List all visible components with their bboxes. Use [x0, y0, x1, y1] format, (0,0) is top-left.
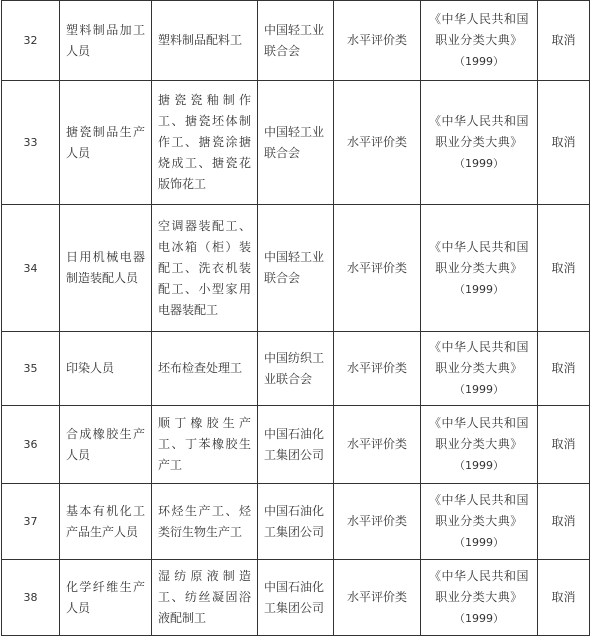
status-cell: 取消	[538, 560, 590, 636]
status-cell: 取消	[538, 1, 590, 81]
source-line-2: 职业分类大典》	[435, 590, 523, 604]
implementing-org: 中国轻工业联合会	[258, 81, 334, 205]
source-year: （1999）	[454, 536, 504, 549]
source-line-2: 职业分类大典》	[435, 437, 523, 451]
source-year: （1999）	[454, 383, 504, 396]
source-line-2: 职业分类大典》	[435, 361, 523, 375]
source-reference	[421, 484, 538, 560]
implementing-org: 中国纺织工业联合会	[258, 332, 334, 406]
evaluation-type: 水平评价类	[334, 332, 421, 406]
source-reference	[421, 560, 538, 636]
implementing-org: 中国石油化工集团公司	[258, 560, 334, 636]
source-line-1: 《中华人民共和国	[429, 416, 530, 430]
row-number: 38	[2, 560, 60, 636]
source-line-1: 《中华人民共和国	[429, 12, 530, 26]
implementing-org: 中国轻工业联合会	[258, 205, 334, 332]
source-reference	[421, 332, 538, 406]
status-cell: 取消	[538, 484, 590, 560]
table-row	[2, 1, 590, 81]
table-row	[2, 406, 590, 484]
source-line-1: 《中华人民共和国	[429, 239, 530, 254]
row-number: 36	[2, 406, 60, 484]
source-line-2: 职业分类大典》	[435, 33, 523, 47]
job-titles: 搪瓷瓷釉制作工、搪瓷坯体制作工、搪瓷涂搪烧成工、搪瓷花版饰花工	[152, 81, 258, 205]
occupation-name: 基本有机化工产品生产人员	[60, 484, 152, 560]
evaluation-type: 水平评价类	[334, 81, 421, 205]
table-row	[2, 205, 590, 332]
job-titles: 环烃生产工、烃类衍生物生产工	[152, 484, 258, 560]
job-titles: 顺丁橡胶生产工、丁苯橡胶生产工	[152, 406, 258, 484]
source-year: （1999）	[454, 157, 504, 170]
row-number: 34	[2, 205, 60, 332]
occupation-name: 化学纤维生产人员	[60, 560, 152, 636]
source-line-2: 职业分类大典》	[435, 135, 523, 149]
job-titles: 湿纺原液制造工、纺丝凝固浴液配制工	[152, 560, 258, 636]
occupation-name: 印染人员	[60, 332, 152, 406]
source-reference	[421, 81, 538, 205]
source-reference	[421, 406, 538, 484]
table-row	[2, 484, 590, 560]
status-cell: 取消	[538, 205, 590, 332]
table-row	[2, 332, 590, 406]
source-line-2: 职业分类大典》	[435, 514, 523, 528]
occupation-table	[1, 0, 590, 636]
status-cell: 取消	[538, 332, 590, 406]
occupation-name: 合成橡胶生产人员	[60, 406, 152, 484]
source-line-1: 《中华人民共和国	[429, 340, 530, 354]
evaluation-type: 水平评价类	[334, 560, 421, 636]
table-row	[2, 560, 590, 636]
occupation-name: 日用机械电器制造装配人员	[60, 205, 152, 332]
row-number: 37	[2, 484, 60, 560]
source-line-1: 《中华人民共和国	[429, 569, 530, 583]
evaluation-type: 水平评价类	[334, 406, 421, 484]
job-titles: 空调器装配工、电冰箱（柜）装配工、洗衣机装配工、小型家用电器装配工	[152, 205, 258, 332]
implementing-org: 中国石油化工集团公司	[258, 406, 334, 484]
job-titles: 坯布检查处理工	[152, 332, 258, 406]
source-line-2: 职业分类大典》	[435, 260, 523, 275]
source-year: （1999）	[454, 55, 504, 68]
source-year: （1999）	[454, 459, 504, 472]
row-number: 33	[2, 81, 60, 205]
source-line-1: 《中华人民共和国	[429, 493, 530, 507]
table-row	[2, 81, 590, 205]
row-number: 32	[2, 1, 60, 81]
row-number: 35	[2, 332, 60, 406]
source-reference	[421, 205, 538, 332]
source-line-1: 《中华人民共和国	[429, 114, 530, 128]
evaluation-type: 水平评价类	[334, 1, 421, 81]
job-titles: 塑料制品配料工	[152, 1, 258, 81]
source-reference	[421, 1, 538, 81]
occupation-name: 搪瓷制品生产人员	[60, 81, 152, 205]
occupation-name: 塑料制品加工人员	[60, 1, 152, 81]
source-year: （1999）	[454, 282, 504, 296]
evaluation-type: 水平评价类	[334, 205, 421, 332]
source-year: （1999）	[454, 612, 504, 625]
status-cell: 取消	[538, 406, 590, 484]
implementing-org: 中国石油化工集团公司	[258, 484, 334, 560]
status-cell: 取消	[538, 81, 590, 205]
evaluation-type: 水平评价类	[334, 484, 421, 560]
implementing-org: 中国轻工业联合会	[258, 1, 334, 81]
